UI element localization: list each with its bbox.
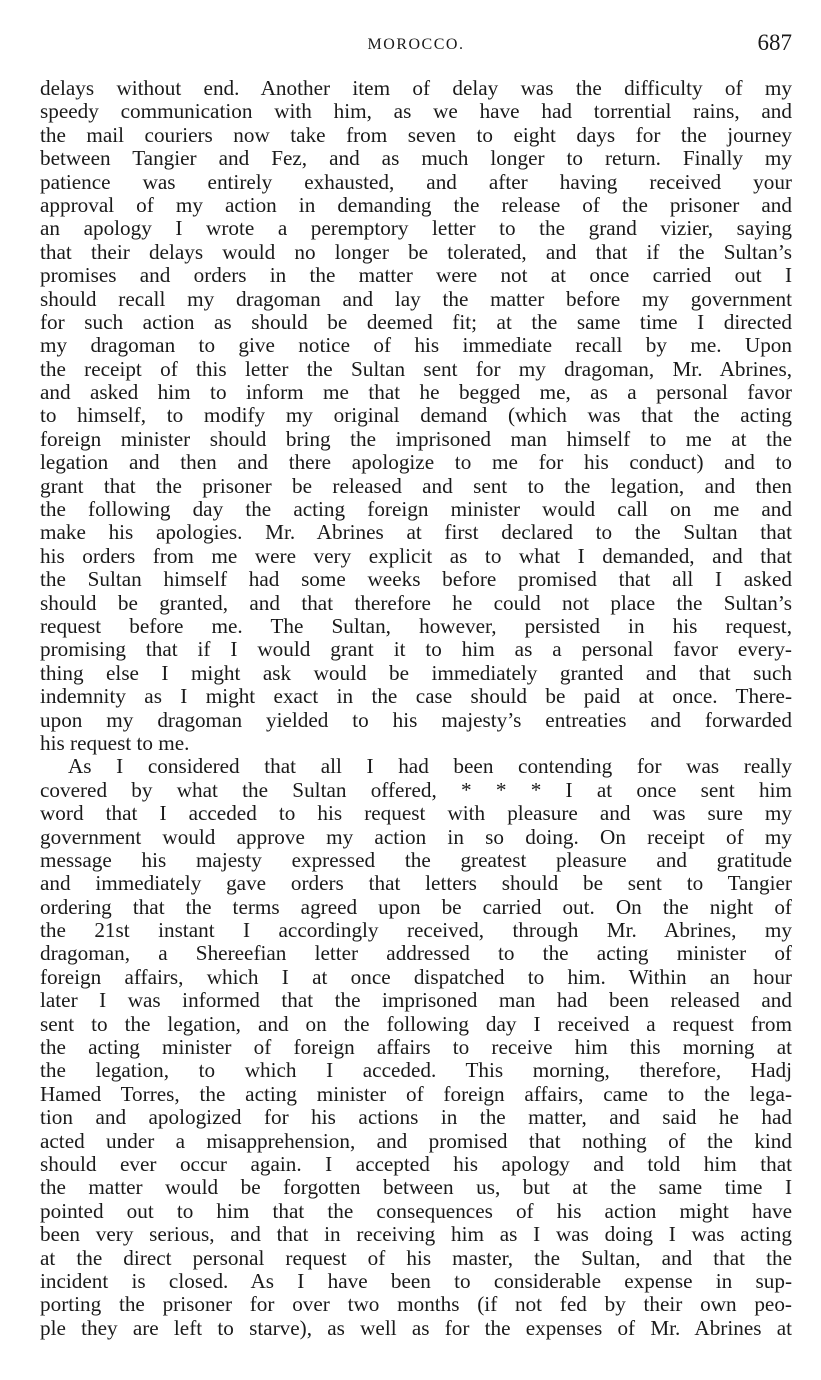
text-line: ple they are left to starve), as well as for the expenses of Mr. Abrines at — [40, 1316, 792, 1340]
text-line: an apology I wrote a peremptory letter to the grand vizier, saying — [40, 217, 792, 241]
text-line: should ever occur again. I accepted his apology and told him that — [40, 1152, 792, 1176]
text-line: porting the prisoner for over two months (if not fed by their own peo- — [40, 1293, 792, 1317]
text-line: the matter would be forgotten between us, but at the same time I — [40, 1176, 792, 1200]
text-line: request before me. The Sultan, however, persisted in his request, — [40, 614, 792, 638]
running-title: MOROCCO. — [367, 36, 465, 53]
text-line: delays without end. Another item of delay was the difficulty of my — [40, 77, 792, 100]
text-line: foreign minister should bring the imprisoned man himself to me at the — [40, 427, 792, 451]
text-line: the following day the acting foreign minister would call on me and — [40, 498, 792, 522]
text-line: the Sultan himself had some weeks before promised that all I asked — [40, 568, 792, 592]
text-line: grant that the prisoner be released and sent to the legation, and then — [40, 474, 792, 498]
text-line: and asked him to inform me that he begged me, as a personal favor — [40, 381, 792, 405]
text-line: pointed out to him that the consequences of his action might have — [40, 1199, 792, 1223]
text-line: at the direct personal request of his master, the Sultan, and that the — [40, 1246, 792, 1270]
text-line: his request to me. — [40, 731, 190, 755]
text-line: foreign affairs, which I at once dispatched to him. Within an hour — [40, 965, 792, 989]
text-line: Hamed Torres, the acting minister of foreign affairs, came to the lega- — [40, 1082, 792, 1106]
text-line: government would approve my action in so doing. On receipt of my — [40, 825, 792, 849]
text-line: between Tangier and Fez, and as much longer to return. Finally my — [40, 147, 792, 171]
text-line: the legation, to which I acceded. This morning, therefore, Hadj — [40, 1059, 792, 1083]
text-line: ordering that the terms agreed upon be carried out. On the night of — [40, 895, 792, 919]
text-line: word that I acceded to his request with pleasure and was sure my — [40, 802, 792, 826]
text-line: to himself, to modify my original demand (which was that the acting — [40, 404, 792, 428]
text-line: my dragoman to give notice of his immediate recall by me. Upon — [40, 334, 792, 358]
text-line: covered by what the Sultan offered, * * * I at once sent him — [40, 778, 792, 802]
text-line: should recall my dragoman and lay the matter before my government — [40, 287, 792, 311]
text-line: patience was entirely exhausted, and after having received your — [40, 170, 792, 194]
text-line: for such action as should be deemed fit; at the same time I directed — [40, 310, 792, 334]
text-line: that their delays would no longer be tolerated, and that if the Sultan’s — [40, 240, 792, 264]
text-line: speedy communication with him, as we have had torrential rains, and — [40, 100, 792, 124]
text-line: his orders from me were very explicit as to what I demanded, and that — [40, 544, 792, 568]
text-line: the mail couriers now take from seven to eight days for the journey — [40, 123, 792, 147]
text-line: should be granted, and that therefore he could not place the Sultan’s — [40, 591, 792, 615]
text-line: promises and orders in the matter were not at once carried out I — [40, 264, 792, 288]
text-line: promising that if I would grant it to him as a personal favor every- — [40, 638, 792, 662]
body-text — [40, 77, 792, 1340]
text-line: been very serious, and that in receiving him as I was doing I was acting — [40, 1223, 792, 1247]
text-line: make his apologies. Mr. Abrines at first declared to the Sultan that — [40, 521, 792, 545]
text-line: acted under a misapprehension, and promised that nothing of the kind — [40, 1129, 792, 1153]
text-line: message his majesty expressed the greatest pleasure and gratitude — [40, 848, 792, 872]
text-line: thing else I might ask would be immediately granted and that such — [40, 661, 792, 685]
text-line: approval of my action in demanding the release of the prisoner and — [40, 193, 792, 217]
text-line: the 21st instant I accordingly received, through Mr. Abrines, my — [40, 919, 792, 943]
text-line: dragoman, a Shereefian letter addressed to the acting minister of — [40, 942, 792, 966]
text-line: the acting minister of foreign affairs to receive him this morning at — [40, 1036, 792, 1060]
text-line: legation and then and there apologize to me for his conduct) and to — [40, 451, 792, 475]
text-line: indemnity as I might exact in the case should be paid at once. There- — [40, 685, 792, 709]
text-line: the receipt of this letter the Sultan sent for my dragoman, Mr. Abrines, — [40, 357, 792, 381]
text-line: sent to the legation, and on the following day I received a request from — [40, 1012, 792, 1036]
text-line: upon my dragoman yielded to his majesty’s entreaties and forwarded — [40, 708, 792, 732]
running-head — [40, 30, 792, 58]
text-line: incident is closed. As I have been to considerable expense in sup- — [40, 1269, 792, 1293]
text-line: later I was informed that the imprisoned man had been released and — [40, 989, 792, 1013]
text-line: and immediately gave orders that letters should be sent to Tangier — [40, 872, 792, 896]
text-line: As I considered that all I had been contending for was really — [68, 755, 792, 779]
text-line: tion and apologized for his actions in the matter, and said he had — [40, 1106, 792, 1130]
page-number: 687 — [757, 30, 792, 55]
